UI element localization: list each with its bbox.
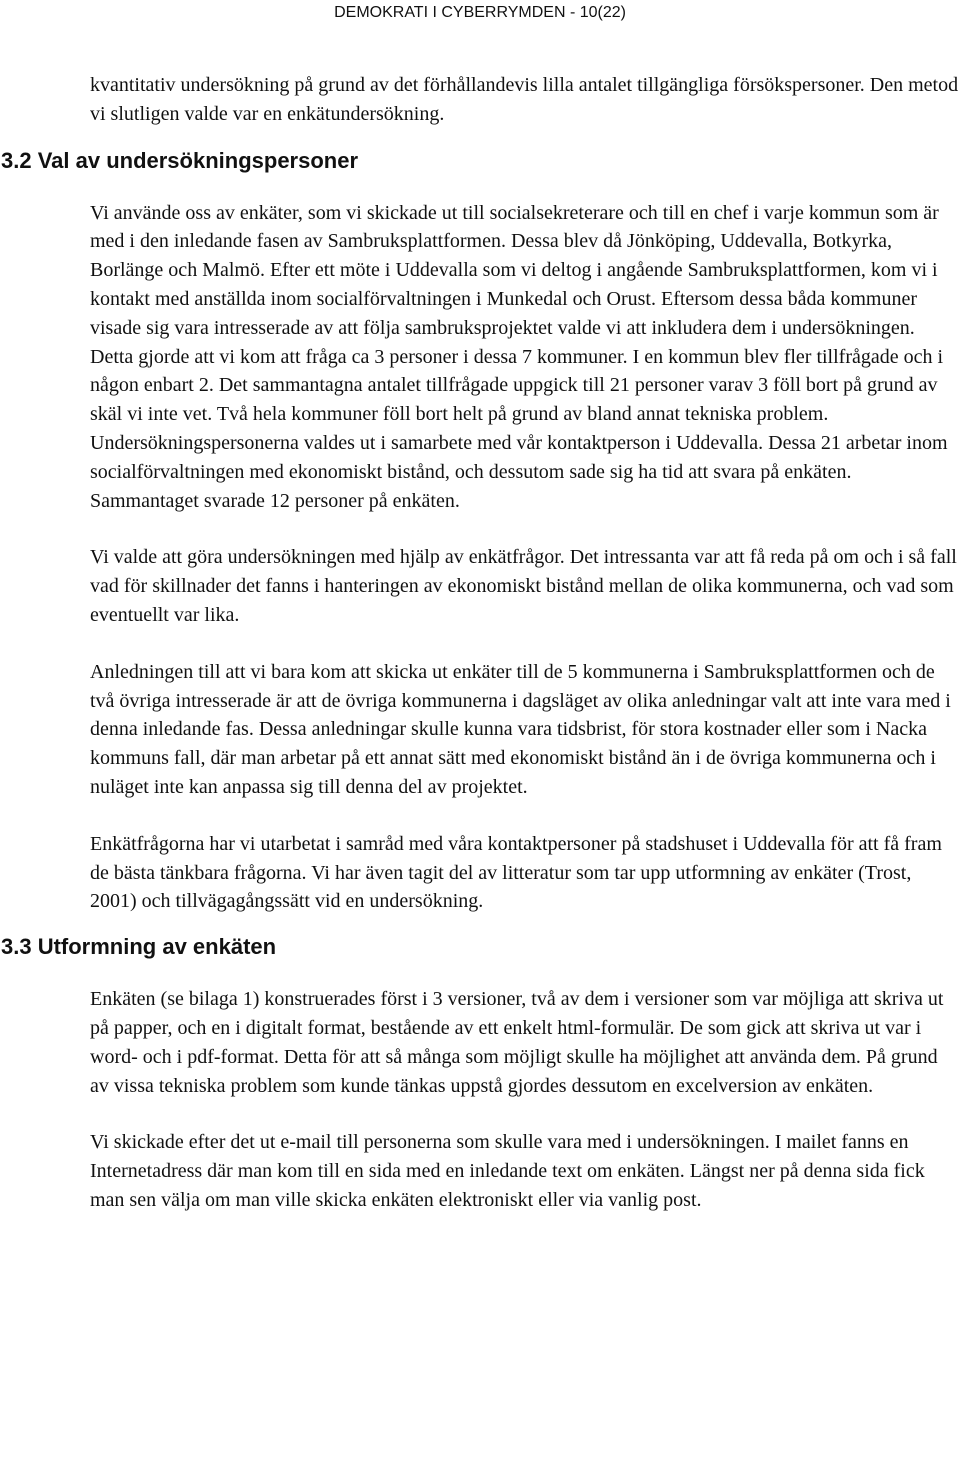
section-heading-3-2: 3.2 Val av undersökningspersoner bbox=[1, 147, 359, 173]
paragraph-3-3-1: Enkäten (se bilaga 1) konstruerades först i 3 versioner, två av dem i versioner som var möjliga att skriva ut på papper, och en i digitalt format, bestående av ett enkelt html-formulär. De som gick att skriva ut var i word- och i pdf-format. Detta för att så många som möjligt skulle ha möjlighet att använda dem. På grund av vissa tekniska problem som kunde tänkas uppstå gjordes dessutom en excelversion av enkäten. bbox=[90, 988, 944, 1097]
paragraph-3-3-2: Vi skickade efter det ut e-mail till personerna som skulle vara med i undersökningen. I mailet fanns en Internetadress där man kom till en sida med en inledande text om enkäten. Längst ner på denna sida fick man sen välja om man ville skicka enkäten elektroniskt eller via vanlig post. bbox=[90, 1131, 925, 1211]
section-heading-3-3: 3.3 Utformning av enkäten bbox=[1, 934, 277, 960]
paragraph-3-2-3: Anledningen till att vi bara kom att skicka ut enkäter till de 5 kommunerna i Sambruksplattformen och de två övriga intresserade är att de övriga kommunerna i dagsläget av olika anledningar valt att inte vara med i denna inledande fas. Dessa anledningar skulle kunna vara tidsbrist, för stora kostnader eller som i Nacka kommuns fall, där man arbetar på ett annat sätt med ekonomiskt bistånd än i de övriga kommunerna och i nuläget inte kan anpassa sig till denna del av projektet. bbox=[90, 660, 951, 798]
paragraph-3-2-4: Enkätfrågorna har vi utarbetat i samråd med våra kontaktpersoner på stadshuset i Uddevalla för att få fram de bästa tänkbara frågorna. Vi har även tagit del av litteratur som tar upp utformning av enkäter (Trost, 2001) och tillvägagångssätt vid en undersökning. bbox=[90, 832, 942, 913]
intro-paragraph: kvantitativ undersökning på grund av det förhållandevis lilla antalet tillgängliga försökspersoner. Den metod vi slutligen valde var en enkätundersökning. bbox=[90, 74, 959, 125]
running-header: DEMOKRATI I CYBERRYMDEN - 10(22) bbox=[334, 4, 626, 21]
paragraph-3-2-1: Vi använde oss av enkäter, som vi skickade ut till socialsekreterare och till en chef i varje kommun som är med i den inledande fasen av Sambruksplattformen. Dessa blev då Jönköping, Uddevalla, Botkyrka, Borlänge och Malmö. Efter ett möte i Uddevalla som vi deltog i angående Sambruksplattformen, kom vi i kontakt med anställda inom socialförvaltningen i Munkedal och Orust. Eftersom dessa båda kommuner visade sig vara intresserade av att följa sambruksprojektet valde vi att inkludera dem i undersökningen. Detta gjorde att vi kom att fråga ca 3 personer i dessa 7 kommuner. I en kommun blev fler tillfrågade och i någon enbart 2. Det sammantagna antalet tillfrågade uppgick till 21 personer varav 3 föll bort på grund av skäl vi inte vet. Två hela kommuner föll bort helt på grund av bland annat tekniska problem. Undersökningspersonerna valdes ut i samarbete med vår kontaktperson i Uddevalla. Dessa 21 arbetar inom socialförvaltningen med ekonomiskt bistånd, och dessutom sade sig ha tid att svara på enkäten. Sammantaget svarade 12 personer på enkäten. bbox=[90, 201, 948, 512]
page-body bbox=[1, 71, 960, 1215]
paragraph-3-2-2: Vi valde att göra undersökningen med hjälp av enkätfrågor. Det intressanta var att få reda på om och i så fall vad för skillnader det fanns i hanteringen av ekonomiskt bistånd mellan de olika kommunerna, och vad som eventuellt var lika. bbox=[90, 546, 957, 626]
